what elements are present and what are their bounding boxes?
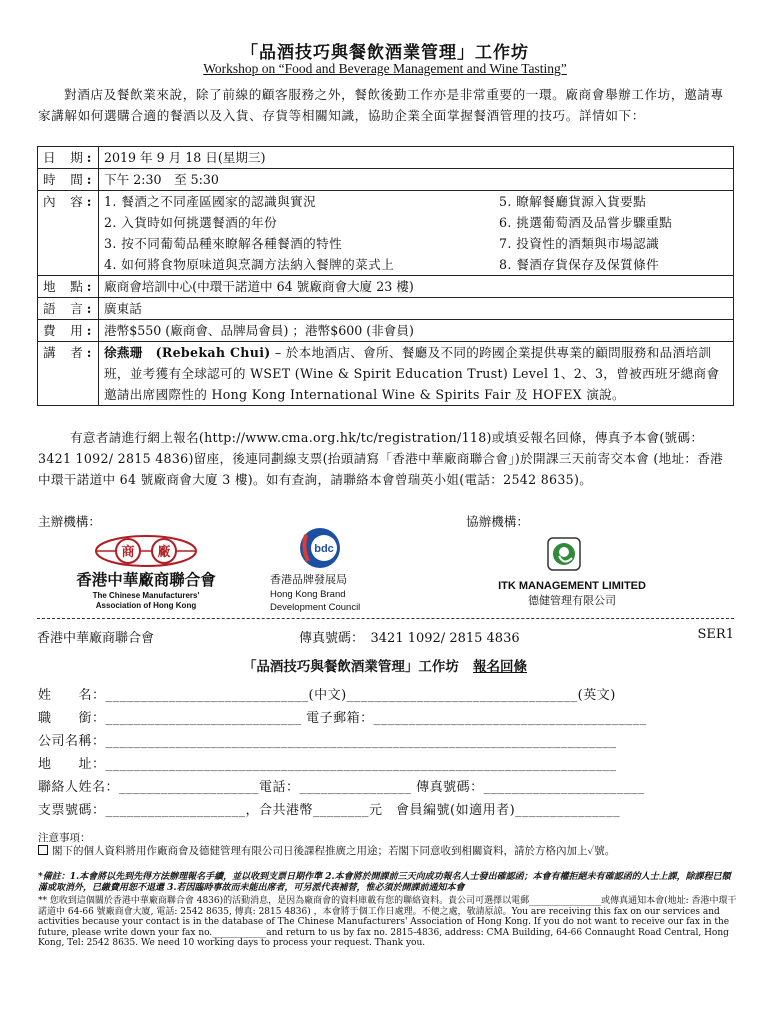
hkbdc-english-name-line1: Hong Kong Brand [270,589,346,600]
content-item: 1. 餐酒之不同產區國家的認識與實況 [104,194,317,209]
privacy-text: ** 您收到這個關於香港中華廠商聯合會 4836)的活動消息，是因為廠商會的資料庫載有您的聯絡資料。貴公司可選擇以電郵________________或傳真通知本會(地址: 香港中環干諾道中 64-66 號廠商會大廈, 電話: 2542 8635, 傳真: 2815 4836) ，本會將于個工作日處理。不便之處，敬請原諒。You are receiving this fax on our services and activities because your contact is in the database of The Chinese Manufacturers' Association of Hong Kong. If you do not want to receive our fax in the future, please write down your fax no.____________and return to us by fax no. 2815-4836, address: CMA Building, 64-66 Connaught Road Central, Hong Kong, Tel: 2542 8635. We need 10 working days to process your request. Thank you. [38,896,737,948]
event-info-table [37,146,734,406]
language-row: 語 言 : 廣東話 [38,298,734,320]
cma-chinese-name: 香港中華廠商聯合會 [76,571,216,589]
content-item: 6. 挑選葡萄酒及品嘗步驟重點 [499,215,673,230]
venue-value: 廠商會培訓中心(中環干諾道中 64 號廠商會大廈 23 樓) [99,276,734,298]
speaker-label: 講 者 [43,345,84,360]
form-code: SER1 [697,627,734,642]
intro-paragraph: 對酒店及餐飲業來說，除了前線的顧客服務之外，餐飲後勤工作亦是非常重要的一環。廠商會舉辦工作坊，邀請專家講解如何選購合適的餐酒以及入貨、存貨等相關知識，協助企業全面掌握餐酒管理的技巧。詳情如下： [38,87,724,123]
speaker-row: 講 者 : 徐燕珊 (Rebekah Chui) – 於本地酒店、會所、餐廳及不同的跨國企業提供專業的顧問服務和品酒培訓班，並考獲有全球認可的 WSET (Wine & Spirit Education Trust) Level 1、2、3，曾被西班牙總商會邀請出席國際性的 Hong Kong International Wine & Spirits Fair 及 HOFEX 演說。 [38,342,734,406]
content-list [104,191,728,275]
consent-text: 閣下的個人資料將用作廠商會及德健管理有限公司日後課程推廣之用途；若閣下同意收到相關資料，請於方格內加上✓號。 [52,845,616,857]
page-title: 「品酒技巧與餐飲酒業管理」工作坊 [241,43,529,63]
venue-row: 地 點 : 廠商會培訓中心(中環干諾道中 64 號廠商會大廈 23 樓) [38,276,734,298]
title-email-field[interactable]: 職 銜：____________________________ 電子郵箱：_______________________________________ [38,711,647,726]
page-subtitle: Workshop on “Food and Beverage Management and Wine Tasting” [203,61,567,76]
content-row: 內 容 : 1. 餐酒之不同產區國家的認識與實況 5. 瞭解餐廳貨源入貨要點 2. 入貨時如何挑選餐酒的年份 6. 挑選葡萄酒及品嘗步驟重點 3. 按不同葡萄品種來瞭解各種餐酒的特性 7. 投資性的酒類與市場認識 4. 如何將食物原味道與烹調方法納入餐牌的菜式上 8. 餐酒存貨保存及保質條件 [38,191,734,276]
cma-emblem-icon [66,537,226,615]
hkbdc-english-name-line2: Development Council [270,602,361,613]
cma-char-left: 商 [121,545,135,560]
registration-paragraph: 有意者請進行網上報名(http://www.cma.org.hk/tc/registration/118)或填妥報名回條，傳真予本會(號碼：3421 1092/ 2815 4836)留座，後連同劃線支票(抬頭請寫「香港中華廠商聯合會」)於開課三天前寄交本會 (地址：香港中環干諾道中 64 號廠商會大廈 3 樓)。如有查詢，請聯絡本會曾瑞英小姐(電話：2542 8635)。 [38,430,724,487]
time-value: 下午 2:30 至 5:30 [99,169,734,191]
cma-english-name-line2: Association of Hong Kong [95,601,197,610]
date-label: 日 期 [43,150,84,165]
date-row: 日 期 : 2019 年 9 月 18 日(星期三) [38,147,734,169]
hkbdc-chinese-name: 香港品牌發展局 [270,573,347,586]
hkbdc-logo [262,527,392,623]
language-value: 廣東話 [99,298,734,320]
itk-english-name: ITK MANAGEMENT LIMITED [498,580,646,592]
itk-chinese-name: 德健管理有限公司 [528,594,616,607]
consent-checkbox[interactable] [38,845,48,855]
content-item: 5. 瞭解餐廳貨源入貨要點 [499,194,647,209]
fee-row: 費 用 : 港幣$550 (廠商會、品牌局會員) ；港幣$600 (非會員) [38,320,734,342]
content-label: 內 容 [43,194,84,209]
content-item: 7. 投資性的酒類與市場認識 [499,236,660,251]
coorganizer-label: 協辦機構： [466,514,529,529]
cheque-amount-member-field[interactable]: 支票號碼：____________________，合共港幣________元 會員編號(如適用者)_______________ [38,803,621,818]
cma-logo [66,537,226,619]
date-value: 2019 年 9 月 18 日(星期三) [99,147,734,169]
address-field[interactable]: 地 址：_________________________________________________________________________ [38,757,617,772]
cut-line [37,618,734,619]
fee-label: 費 用 [43,323,84,338]
time-label: 時 間 [43,172,84,187]
contact-phone-fax-field[interactable]: 聯絡人姓名：____________________電話：________________ 傳真號碼：_______________________ [38,780,645,795]
hkbdc-emblem-icon [262,527,392,619]
form-title-reply: 報名回條 [473,659,528,675]
form-title [0,655,770,675]
speaker-bio: – 於本地酒店、會所、餐廳及不同的跨國企業提供專業的顧問服務和品酒培訓班，並考獲有全球認可的 WSET (Wine & Spirit Education Trust) Level 1、2、3，曾被西班牙總商會邀請出席國際性的 Hong Kong International Wine & Spirits Fair 及 HOFEX 演說。 [104,345,720,402]
content-item: 4. 如何將食物原味道與烹調方法納入餐牌的菜式上 [104,257,395,272]
venue-label: 地 點 [43,279,84,294]
notes-label: 注意事項： [38,832,91,844]
cma-char-right: 廠 [157,545,171,560]
language-label: 語 言 [43,301,84,316]
cma-english-name-line1: The Chinese Manufacturers' [92,591,200,600]
content-item: 3. 按不同葡萄品種來瞭解各種餐酒的特性 [104,236,343,251]
itk-emblem-icon [498,538,646,610]
content-item: 2. 入貨時如何挑選餐酒的年份 [104,215,278,230]
organizer-label: 主辦機構： [38,514,101,529]
speaker-name: 徐燕珊 (Rebekah Chui) [104,345,271,360]
name-field[interactable]: 姓 名：_____________________________(中文)_________________________________(英文) [38,688,616,703]
form-org-name: 香港中華廠商聯合會 [37,631,155,646]
time-row: 時 間 : 下午 2:30 至 5:30 [38,169,734,191]
hkbdc-mark-text: bdc [314,543,334,555]
form-title-main: 「品酒技巧與餐飲酒業管理」工作坊 [242,659,459,675]
form-fax-number: 傳真號碼： 3421 1092/ 2815 4836 [299,631,520,646]
company-name-field[interactable]: 公司名稱：_________________________________________________________________________ [38,734,617,749]
content-item: 8. 餐酒存貨保存及保質條件 [499,257,660,272]
notes-section [38,832,738,858]
remark-text: *備註：1.本會將以先到先得方法辦理報名手續，並以收到支票日期作準 2.本會將於開課前三天向成功報名人士發出確認函；本會有權拒絕未有確認函的人士上課，除課程已額滿或取消外，已繳費用恕不退還 3.若因臨時事故而未能出席者，可另派代表補替，惟必須於開課前通知本會 [38,872,731,893]
itk-logo [498,538,646,614]
fee-value: 港幣$550 (廠商會、品牌局會員) ；港幣$600 (非會員) [99,320,734,342]
